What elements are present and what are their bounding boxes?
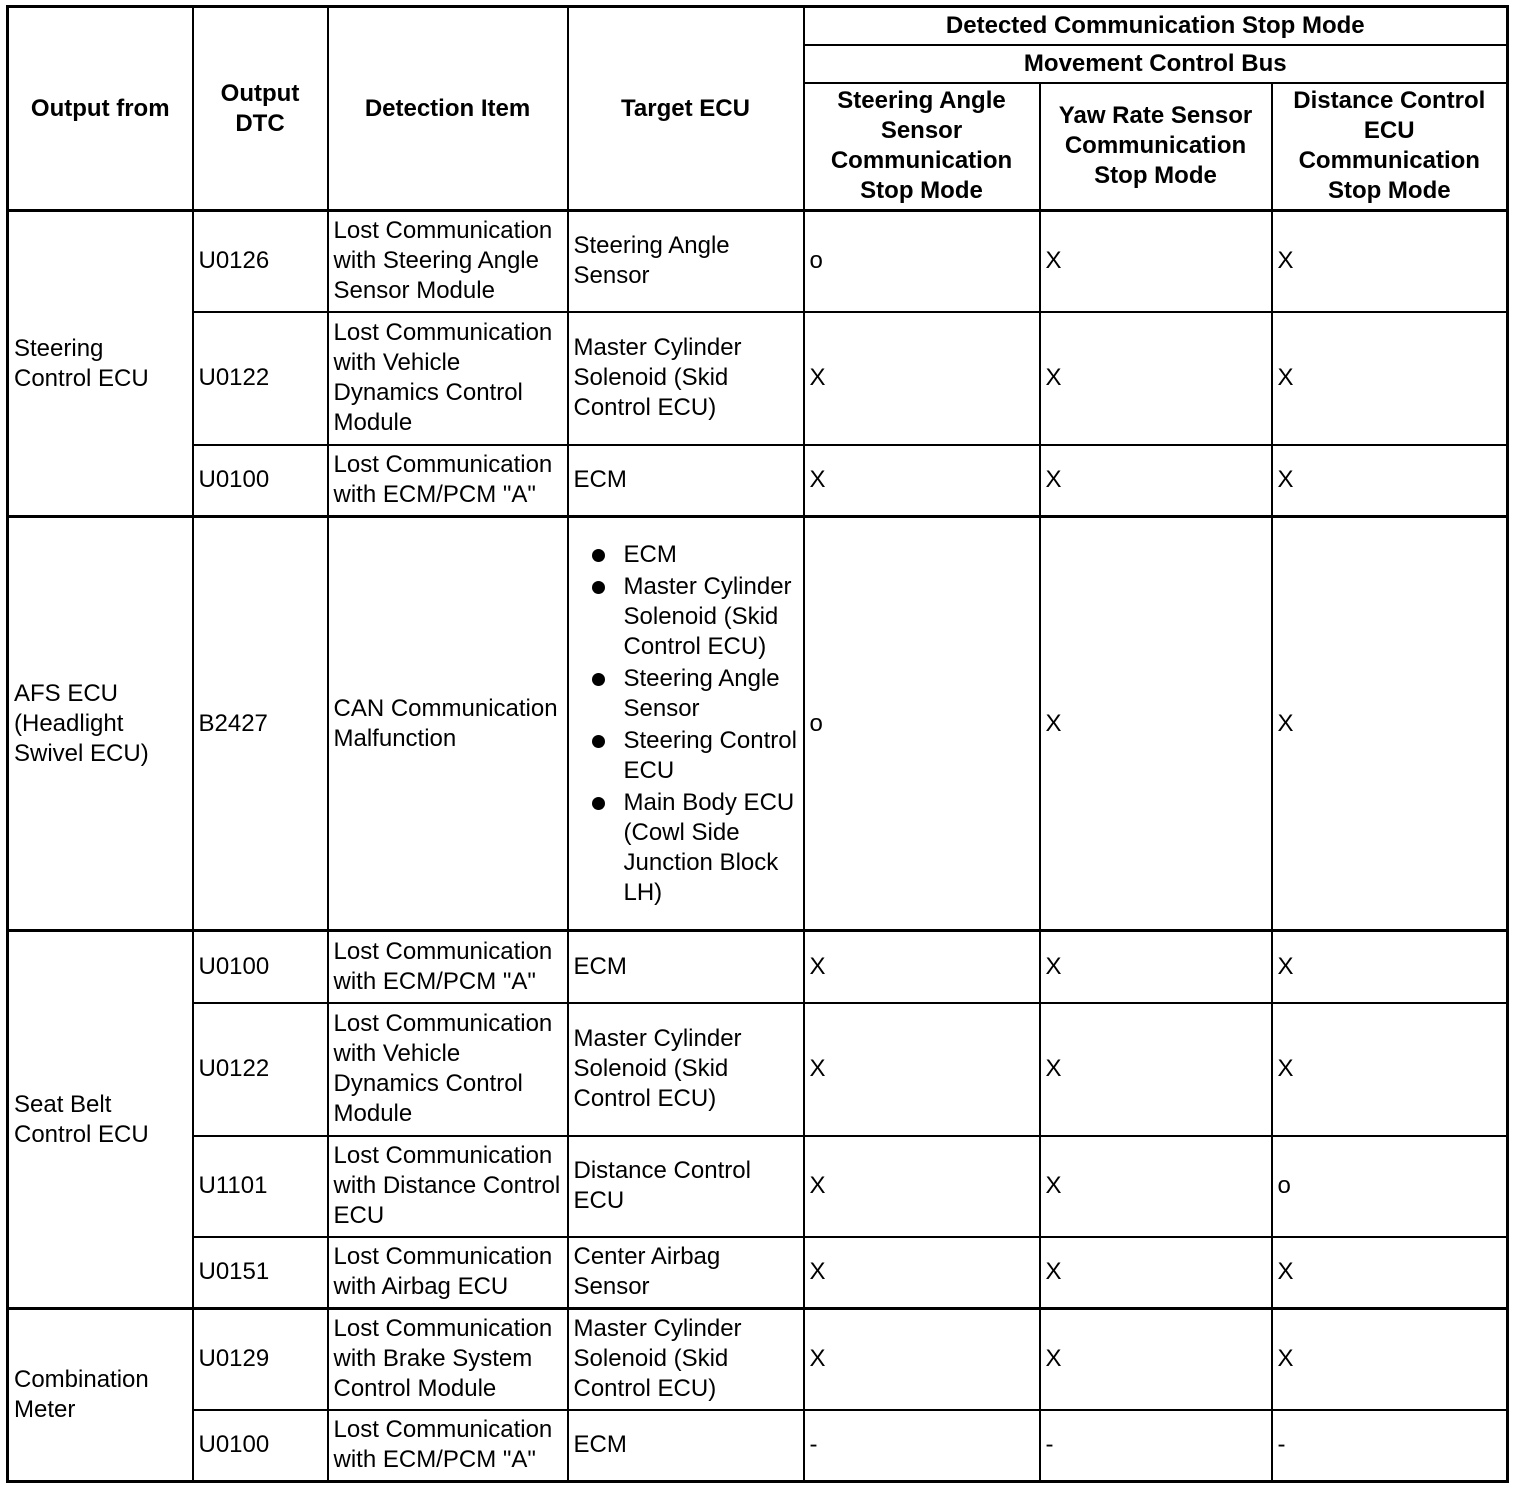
target-list-cell — [568, 517, 804, 931]
header-distance-stop-mode: Distance Control ECU Communication Stop Mode — [1272, 83, 1508, 211]
list-item — [574, 788, 798, 908]
distance-mark: X — [1272, 517, 1508, 931]
table-row — [8, 211, 1508, 312]
yaw-mark: X — [1040, 1136, 1272, 1237]
list-item — [574, 540, 798, 570]
header-target-ecu: Target ECU — [568, 7, 804, 211]
table-row — [8, 517, 1508, 931]
distance-mark: X — [1272, 1237, 1508, 1309]
list-item — [574, 664, 798, 724]
target-cell: Master Cylinder Solenoid (Skid Control ECU) — [568, 1309, 804, 1410]
list-item — [574, 572, 798, 662]
steering-mark: X — [804, 1003, 1040, 1136]
table-row — [8, 1003, 1508, 1136]
distance-mark: X — [1272, 1003, 1508, 1136]
target-item-label: Steering Control ECU — [623, 726, 797, 784]
yaw-mark: X — [1040, 312, 1272, 445]
bullet-icon — [592, 549, 605, 562]
output-from-cell: AFS ECU (Headlight Swivel ECU) — [8, 517, 193, 931]
dtc-table-container — [6, 5, 1509, 1483]
list-item — [574, 726, 798, 786]
steering-mark: o — [804, 211, 1040, 312]
dtc-cell: U0100 — [193, 931, 328, 1003]
distance-mark: X — [1272, 445, 1508, 517]
header-detection-item: Detection Item — [328, 7, 568, 211]
yaw-mark: X — [1040, 1237, 1272, 1309]
steering-mark: X — [804, 1136, 1040, 1237]
bullet-icon — [592, 797, 605, 810]
steering-mark: - — [804, 1410, 1040, 1482]
distance-mark: - — [1272, 1410, 1508, 1482]
steering-mark: X — [804, 931, 1040, 1003]
detection-cell: Lost Communication with ECM/PCM "A" — [328, 445, 568, 517]
target-cell: Steering Angle Sensor — [568, 211, 804, 312]
table-row — [8, 1410, 1508, 1482]
detection-cell: Lost Communication with Vehicle Dynamics Control Module — [328, 1003, 568, 1136]
dtc-cell: U0129 — [193, 1309, 328, 1410]
dtc-cell: U1101 — [193, 1136, 328, 1237]
detection-cell: Lost Communication with ECM/PCM "A" — [328, 1410, 568, 1482]
target-cell: Master Cylinder Solenoid (Skid Control ECU) — [568, 1003, 804, 1136]
header-output-dtc: Output DTC — [193, 7, 328, 211]
detection-cell: CAN Communication Malfunction — [328, 517, 568, 931]
table-row — [8, 312, 1508, 445]
target-cell: Center Airbag Sensor — [568, 1237, 804, 1309]
dtc-cell: U0100 — [193, 1410, 328, 1482]
dtc-cell: U0100 — [193, 445, 328, 517]
output-from-cell: Combination Meter — [8, 1309, 193, 1482]
bullet-icon — [592, 673, 605, 686]
detection-cell: Lost Communication with Brake System Control Module — [328, 1309, 568, 1410]
target-cell: ECM — [568, 1410, 804, 1482]
dtc-cell: U0151 — [193, 1237, 328, 1309]
detection-cell: Lost Communication with Steering Angle Sensor Module — [328, 211, 568, 312]
dtc-table — [6, 5, 1509, 1483]
yaw-mark: - — [1040, 1410, 1272, 1482]
header-output-from: Output from — [8, 7, 193, 211]
yaw-mark: X — [1040, 211, 1272, 312]
detection-cell: Lost Communication with Airbag ECU — [328, 1237, 568, 1309]
table-row — [8, 445, 1508, 517]
target-cell: ECM — [568, 445, 804, 517]
target-item-label: Steering Angle Sensor — [623, 664, 780, 722]
output-from-cell: Seat Belt Control ECU — [8, 931, 193, 1309]
header-yaw-stop-mode: Yaw Rate Sensor Communication Stop Mode — [1040, 83, 1272, 211]
bullet-icon — [592, 581, 605, 594]
detection-cell: Lost Communication with Vehicle Dynamics Control Module — [328, 312, 568, 445]
yaw-mark: X — [1040, 517, 1272, 931]
yaw-mark: X — [1040, 1309, 1272, 1410]
bullet-icon — [592, 735, 605, 748]
table-row — [8, 1237, 1508, 1309]
distance-mark: X — [1272, 211, 1508, 312]
header-detected-stop-mode: Detected Communication Stop Mode — [804, 7, 1508, 45]
output-from-cell: Steering Control ECU — [8, 211, 193, 517]
detection-cell: Lost Communication with ECM/PCM "A" — [328, 931, 568, 1003]
target-item-label: Master Cylinder Solenoid (Skid Control ECU) — [623, 572, 792, 660]
dtc-cell: U0126 — [193, 211, 328, 312]
steering-mark: o — [804, 517, 1040, 931]
detection-cell: Lost Communication with Distance Control ECU — [328, 1136, 568, 1237]
distance-mark: o — [1272, 1136, 1508, 1237]
steering-mark: X — [804, 445, 1040, 517]
steering-mark: X — [804, 1309, 1040, 1410]
steering-mark: X — [804, 1237, 1040, 1309]
distance-mark: X — [1272, 931, 1508, 1003]
target-item-label: ECM — [623, 540, 677, 568]
target-cell: Distance Control ECU — [568, 1136, 804, 1237]
target-cell: ECM — [568, 931, 804, 1003]
distance-mark: X — [1272, 312, 1508, 445]
steering-mark: X — [804, 312, 1040, 445]
target-cell: Master Cylinder Solenoid (Skid Control ECU) — [568, 312, 804, 445]
table-row — [8, 931, 1508, 1003]
dtc-cell: U0122 — [193, 1003, 328, 1136]
table-row — [8, 1309, 1508, 1410]
yaw-mark: X — [1040, 1003, 1272, 1136]
dtc-cell: B2427 — [193, 517, 328, 931]
distance-mark: X — [1272, 1309, 1508, 1410]
header-movement-control-bus: Movement Control Bus — [804, 45, 1508, 83]
header-steering-stop-mode: Steering Angle Sensor Communication Stop Mode — [804, 83, 1040, 211]
target-list — [574, 540, 798, 908]
dtc-cell: U0122 — [193, 312, 328, 445]
yaw-mark: X — [1040, 445, 1272, 517]
table-row — [8, 1136, 1508, 1237]
target-item-label: Main Body ECU (Cowl Side Junction Block LH) — [623, 788, 795, 906]
yaw-mark: X — [1040, 931, 1272, 1003]
